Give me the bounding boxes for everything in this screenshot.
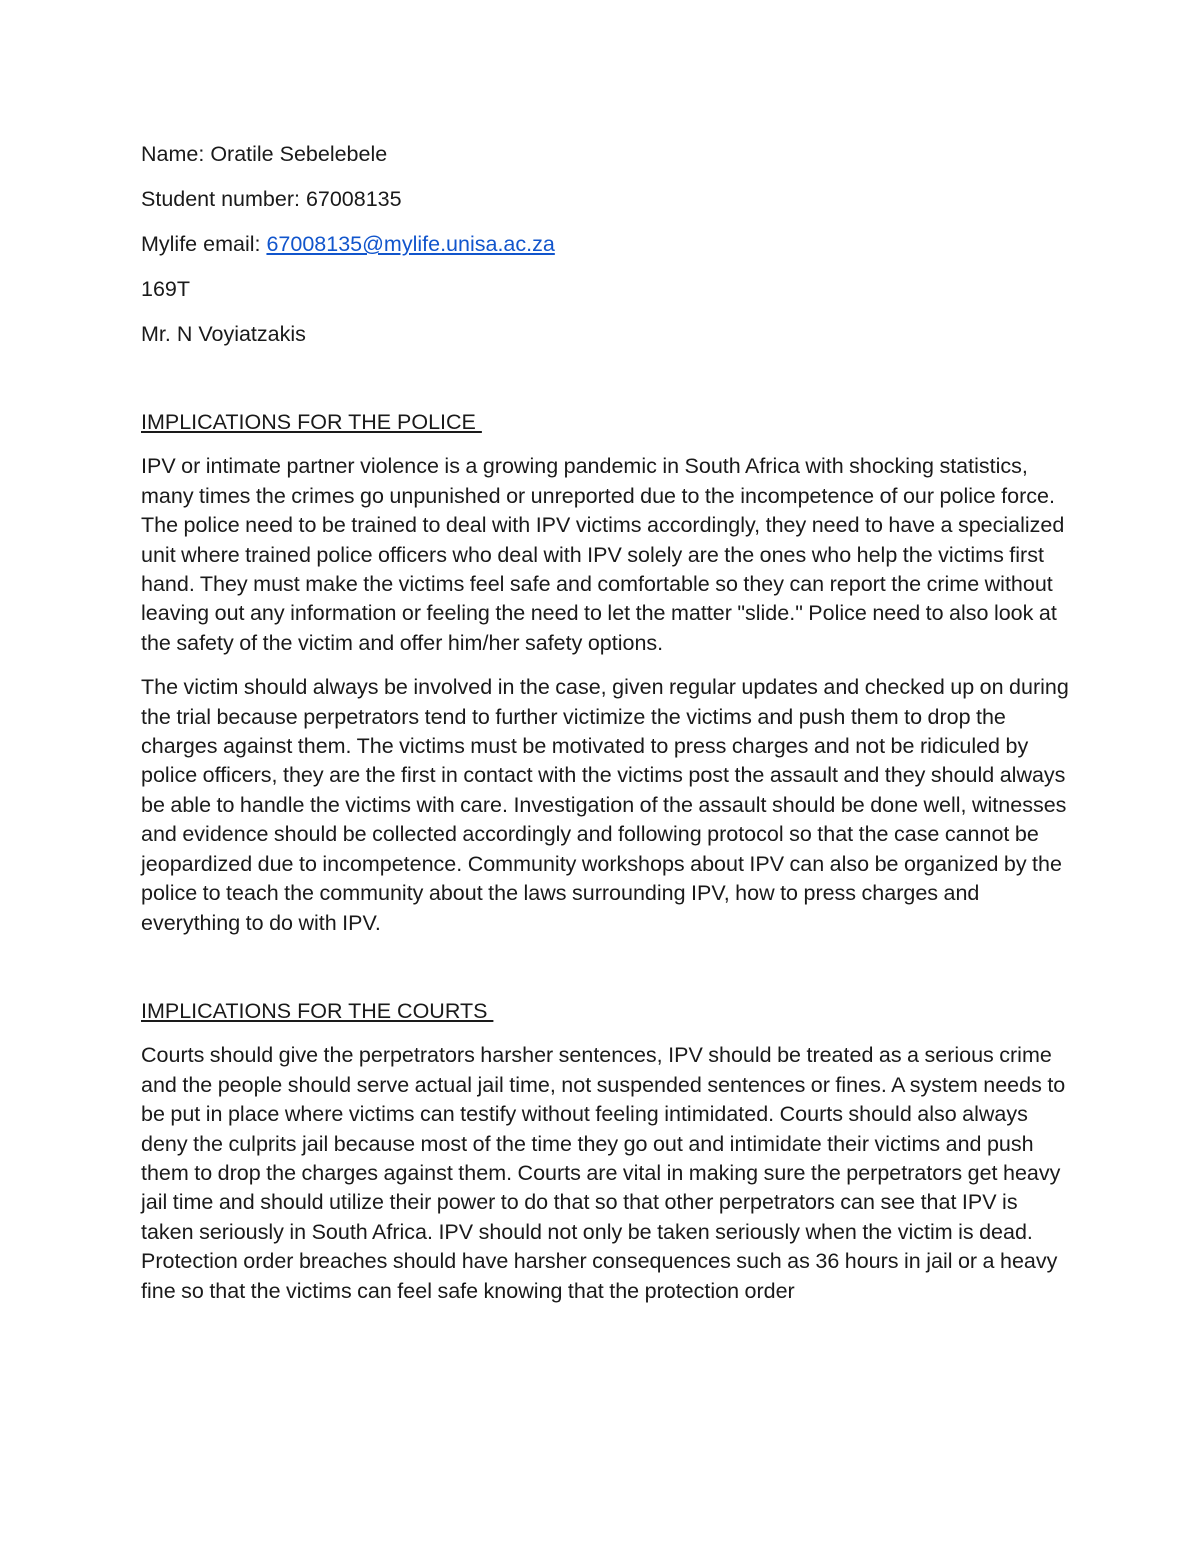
student-number-label: Student number: bbox=[141, 187, 306, 211]
courts-section-heading: IMPLICATIONS FOR THE COURTS bbox=[141, 998, 494, 1023]
email-line bbox=[141, 230, 1071, 259]
name-label: Name: bbox=[141, 142, 211, 166]
student-number: 67008135 bbox=[305, 187, 402, 211]
student-name-line bbox=[141, 140, 1071, 169]
police-paragraph-2: The victim should always be involved in the case, given regular updates and checked up on during the trial because perpetrators tend to further victimize the victims and push them to drop the charges against them. The victims must be motivated to press charges and not be ridiculed by police officers, they are the first in contact with the victims post the assault and they should always be able to handle the victims with care. Investigation of the assault should be done well, witnesses and evidence should be collected accordingly and following protocol so that the case cannot be jeopardized due to incompetence. Community workshops about IPV can also be organized by the police to teach the community about the laws surrounding IPV, how to press charges and everything to do with IPV. bbox=[141, 675, 1069, 935]
email-link[interactable]: 67008135@mylife.unisa.ac.za bbox=[266, 232, 555, 256]
document-body bbox=[141, 140, 1071, 1321]
header-spacer bbox=[141, 365, 1071, 408]
course-code: 169T bbox=[141, 277, 191, 301]
student-number-line bbox=[141, 185, 1071, 214]
courts-paragraph-1: Courts should give the perpetrators harsher sentences, IPV should be treated as a serious crime and the people should serve actual jail time, not suspended sentences or fines. A system needs to be put in place where victims can testify without feeling intimidated. Courts should also always deny the culprits jail because most of the time they go out and intimidate their victims and push them to drop the charges against them. Courts are vital in making sure the perpetrators get heavy jail time and should utilize their power to do that so that other perpetrators can see that IPV is taken seriously in South Africa. IPV should not only be taken seriously when the victim is dead. Protection order breaches should have harsher consequences such as 36 hours in jail or a heavy fine so that the victims can feel safe knowing that the protection order bbox=[141, 1043, 1066, 1303]
police-section-heading: IMPLICATIONS FOR THE POLICE bbox=[141, 410, 482, 434]
section-spacer bbox=[141, 953, 1071, 997]
police-paragraph-1: IPV or intimate partner violence is a growing pandemic in South Africa with shocking statistics, many times the crimes go unpunished or unreported due to the incompetence of our police force. The police need to be trained to deal with IPV victims accordingly, they need to have a specialized unit where trained police officers who deal with IPV solely are the ones who help the victims first hand. They must make the victims feel safe and comfortable so they can report the crime without leaving out any information or feeling the need to let the matter "slide." Police need to also look at the safety of the victim and offer him/her safety options. bbox=[141, 454, 1065, 655]
student-name: Oratile Sebelebele bbox=[210, 142, 388, 166]
email-label: Mylife email: bbox=[141, 232, 267, 256]
lecturer-name: Mr. N Voyiatzakis bbox=[141, 322, 306, 346]
